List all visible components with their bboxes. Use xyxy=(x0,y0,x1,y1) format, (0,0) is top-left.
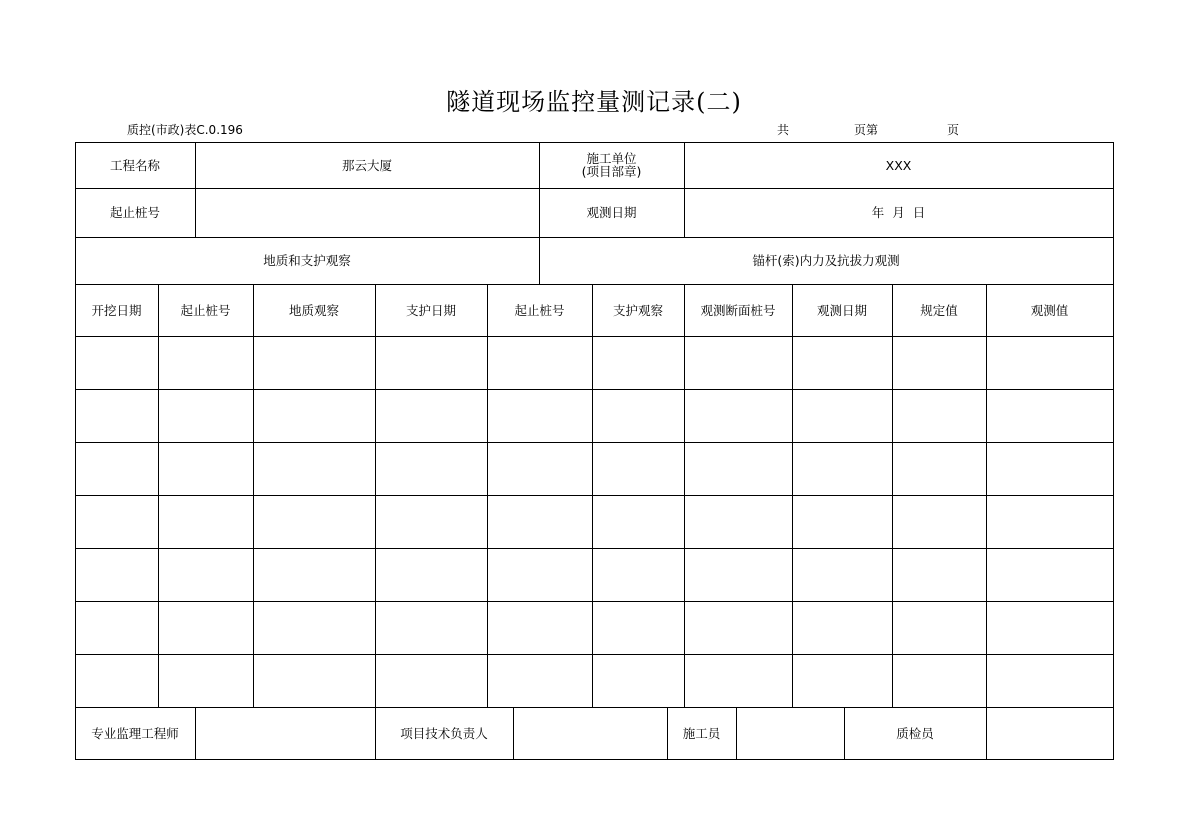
table-cell[interactable] xyxy=(792,654,892,707)
table-cell[interactable] xyxy=(253,548,375,601)
table-cell[interactable] xyxy=(792,601,892,654)
table-cell[interactable] xyxy=(75,336,158,389)
table-cell[interactable] xyxy=(253,654,375,707)
table-cell[interactable] xyxy=(892,654,986,707)
column-header: 支护观察 xyxy=(612,302,663,318)
page-total-label: 共 xyxy=(777,123,790,137)
table-cell[interactable] xyxy=(892,548,986,601)
table-cell[interactable] xyxy=(487,654,592,707)
contractor-label-line2: (项目部章) xyxy=(581,164,642,179)
station-label: 起止桩号 xyxy=(109,205,160,220)
table-cell[interactable] xyxy=(792,442,892,495)
table-cell[interactable] xyxy=(158,548,253,601)
builder-value xyxy=(736,707,844,759)
column-header: 起止桩号 xyxy=(514,302,565,318)
table-cell[interactable] xyxy=(158,389,253,442)
station-value xyxy=(195,188,539,237)
tech-lead-label: 项目技术负责人 xyxy=(400,725,488,741)
contractor-label-line1: 施工单位 xyxy=(586,151,637,166)
table-cell[interactable] xyxy=(253,601,375,654)
table-cell[interactable] xyxy=(986,654,1113,707)
table-cell[interactable] xyxy=(375,495,487,548)
page-title: 隧道现场监控量测记录(二) xyxy=(446,88,742,116)
table-cell[interactable] xyxy=(75,548,158,601)
table-cell[interactable] xyxy=(75,654,158,707)
column-header: 开挖日期 xyxy=(91,302,142,318)
table-cell[interactable] xyxy=(792,548,892,601)
table-cell[interactable] xyxy=(253,336,375,389)
table-cell[interactable] xyxy=(592,654,684,707)
project-name-value: 那云大厦 xyxy=(341,157,392,173)
table-cell[interactable] xyxy=(986,389,1113,442)
table-cell[interactable] xyxy=(487,336,592,389)
form-code: 质控(市政)表C.0.196 xyxy=(127,123,243,137)
table-cell[interactable] xyxy=(375,442,487,495)
table-cell[interactable] xyxy=(684,442,792,495)
column-header: 观测日期 xyxy=(816,302,867,318)
table-cell[interactable] xyxy=(792,336,892,389)
section-anchor-force: 锚杆(索)内力及抗拔力观测 xyxy=(752,253,900,268)
table-cell[interactable] xyxy=(75,442,158,495)
table-cell[interactable] xyxy=(375,336,487,389)
table-cell[interactable] xyxy=(487,442,592,495)
column-header: 规定值 xyxy=(920,302,958,318)
table-cell[interactable] xyxy=(375,548,487,601)
table-cell[interactable] xyxy=(986,601,1113,654)
table-cell[interactable] xyxy=(986,548,1113,601)
page-end-label: 页 xyxy=(947,123,960,137)
page-mid-label: 页第 xyxy=(854,123,879,137)
grid-line xyxy=(75,759,1114,760)
table-cell[interactable] xyxy=(158,442,253,495)
table-cell[interactable] xyxy=(986,495,1113,548)
table-cell[interactable] xyxy=(158,336,253,389)
column-header: 支护日期 xyxy=(405,302,456,318)
table-cell[interactable] xyxy=(592,336,684,389)
table-cell[interactable] xyxy=(158,601,253,654)
column-header: 观测值 xyxy=(1030,302,1069,318)
table-cell[interactable] xyxy=(684,336,792,389)
column-header: 起止桩号 xyxy=(180,302,231,318)
table-cell[interactable] xyxy=(253,442,375,495)
table-cell[interactable] xyxy=(592,389,684,442)
table-cell[interactable] xyxy=(487,389,592,442)
table-cell[interactable] xyxy=(592,442,684,495)
section-geology-support: 地质和支护观察 xyxy=(263,253,351,268)
table-cell[interactable] xyxy=(892,336,986,389)
table-cell[interactable] xyxy=(75,495,158,548)
table-cell[interactable] xyxy=(892,601,986,654)
inspector-value xyxy=(986,707,1113,759)
table-cell[interactable] xyxy=(375,654,487,707)
contractor-value: XXX xyxy=(885,157,912,173)
inspector-label: 质检员 xyxy=(896,725,934,741)
table-cell[interactable] xyxy=(892,389,986,442)
table-cell[interactable] xyxy=(253,495,375,548)
obs-date-label: 观测日期 xyxy=(586,205,637,220)
table-cell[interactable] xyxy=(792,495,892,548)
table-cell[interactable] xyxy=(158,495,253,548)
grid-line xyxy=(1113,142,1114,760)
table-cell[interactable] xyxy=(487,495,592,548)
table-cell[interactable] xyxy=(986,442,1113,495)
table-cell[interactable] xyxy=(158,654,253,707)
supervisor-label: 专业监理工程师 xyxy=(91,725,179,741)
table-cell[interactable] xyxy=(684,548,792,601)
table-cell[interactable] xyxy=(487,548,592,601)
tech-lead-value xyxy=(513,707,667,759)
table-cell[interactable] xyxy=(892,495,986,548)
table-cell[interactable] xyxy=(487,601,592,654)
table-cell[interactable] xyxy=(986,336,1113,389)
table-cell[interactable] xyxy=(684,654,792,707)
supervisor-value xyxy=(195,707,375,759)
table-cell[interactable] xyxy=(375,389,487,442)
obs-date-value: 年 月 日 xyxy=(871,205,926,220)
table-cell[interactable] xyxy=(792,389,892,442)
table-cell[interactable] xyxy=(684,495,792,548)
table-cell[interactable] xyxy=(592,548,684,601)
table-cell[interactable] xyxy=(592,601,684,654)
table-cell[interactable] xyxy=(75,601,158,654)
builder-label: 施工员 xyxy=(682,725,721,741)
table-cell[interactable] xyxy=(684,601,792,654)
table-cell[interactable] xyxy=(892,442,986,495)
table-cell[interactable] xyxy=(592,495,684,548)
table-cell[interactable] xyxy=(75,389,158,442)
project-name-label: 工程名称 xyxy=(109,157,160,173)
column-header: 地质观察 xyxy=(288,302,339,318)
table-cell[interactable] xyxy=(684,389,792,442)
column-header: 观测断面桩号 xyxy=(700,302,776,318)
table-cell[interactable] xyxy=(375,601,487,654)
table-cell[interactable] xyxy=(253,389,375,442)
contractor-label xyxy=(539,142,684,188)
